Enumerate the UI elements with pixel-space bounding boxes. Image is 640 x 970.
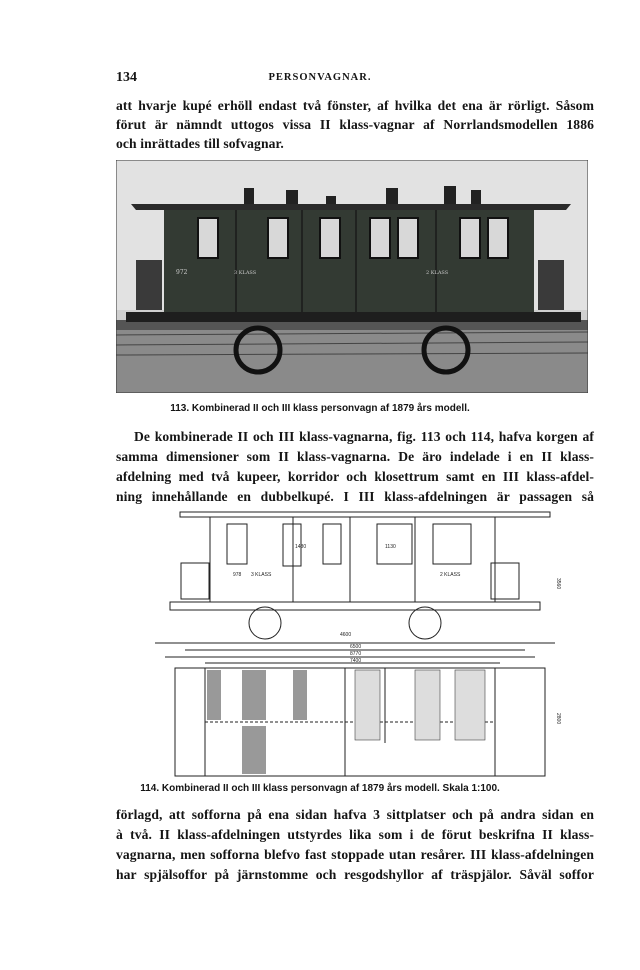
dim-label: 1480 <box>295 544 307 550</box>
class-3-label: 3 KLASS <box>234 270 257 276</box>
drawing-number-label: 978 <box>233 572 242 578</box>
dim-label: 4600 <box>340 632 352 638</box>
carriage-technical-drawing <box>155 498 575 780</box>
dim-label: 7400 <box>350 658 362 664</box>
text-line: förut är nämndt uttogos vissa II klass-vagnar af Norrlandsmodellen 1886 <box>116 117 594 132</box>
text-line: samma dimensioner som II klass-vagnarna. De äro indelade i en II klass- <box>116 449 594 464</box>
text-line: att hvarje kupé erhöll endast två fönster, af hvilka det ena är rörligt. Såsom <box>116 98 594 113</box>
running-title: PERSONVAGNAR. <box>268 72 372 83</box>
dim-label: 8770 <box>350 651 362 657</box>
text-line: afdelning med två kupeer, korridor och klosettrum samt en III klass-afdel- <box>116 469 594 484</box>
dim-label: 1130 <box>385 544 396 550</box>
dim-label: 3560 <box>555 578 561 590</box>
text-line: har spjälsoffor på järnstomme och resgodshyllor af träspjälor. Såväl soffor <box>116 867 594 882</box>
figure-113-caption: 113. Kombinerad II och III klass personvagn af 1879 års modell. <box>170 403 470 414</box>
text-line: ning innehållande en dubbelkupé. I III klass-afdelningen är passagen så <box>116 489 594 504</box>
text-line: à två. II klass-afdelningen utstyrdes lika som i de förut beskrifna II klass- <box>116 827 594 842</box>
text-line: förlagd, att sofforna på ena sidan hafva 3 sittplatser och på andra sidan en <box>116 807 594 822</box>
drawing-class-3-label: 3 KLASS <box>251 572 272 578</box>
text-line: vagnarna, men sofforna blefvo fast stoppade utan resårer. III klass-afdelningen <box>116 847 594 862</box>
dim-label: 2800 <box>555 713 561 725</box>
railway-carriage-photo <box>116 160 588 393</box>
figure-114-caption: 114. Kombinerad II och III klass personvagn af 1879 års modell. Skala 1:100. <box>140 783 500 794</box>
text-line: De kombinerade II och III klass-vagnarna, fig. 113 och 114, hafva korgen af <box>134 429 594 444</box>
dim-label: 6500 <box>350 644 362 650</box>
drawing-class-2-label: 2 KLASS <box>440 572 461 578</box>
text-line: och inrättades till sofvagnar. <box>116 136 284 151</box>
page-number: 134 <box>116 70 137 85</box>
carriage-number-label: 972 <box>176 269 188 276</box>
class-2-label: 2 KLASS <box>426 270 449 276</box>
